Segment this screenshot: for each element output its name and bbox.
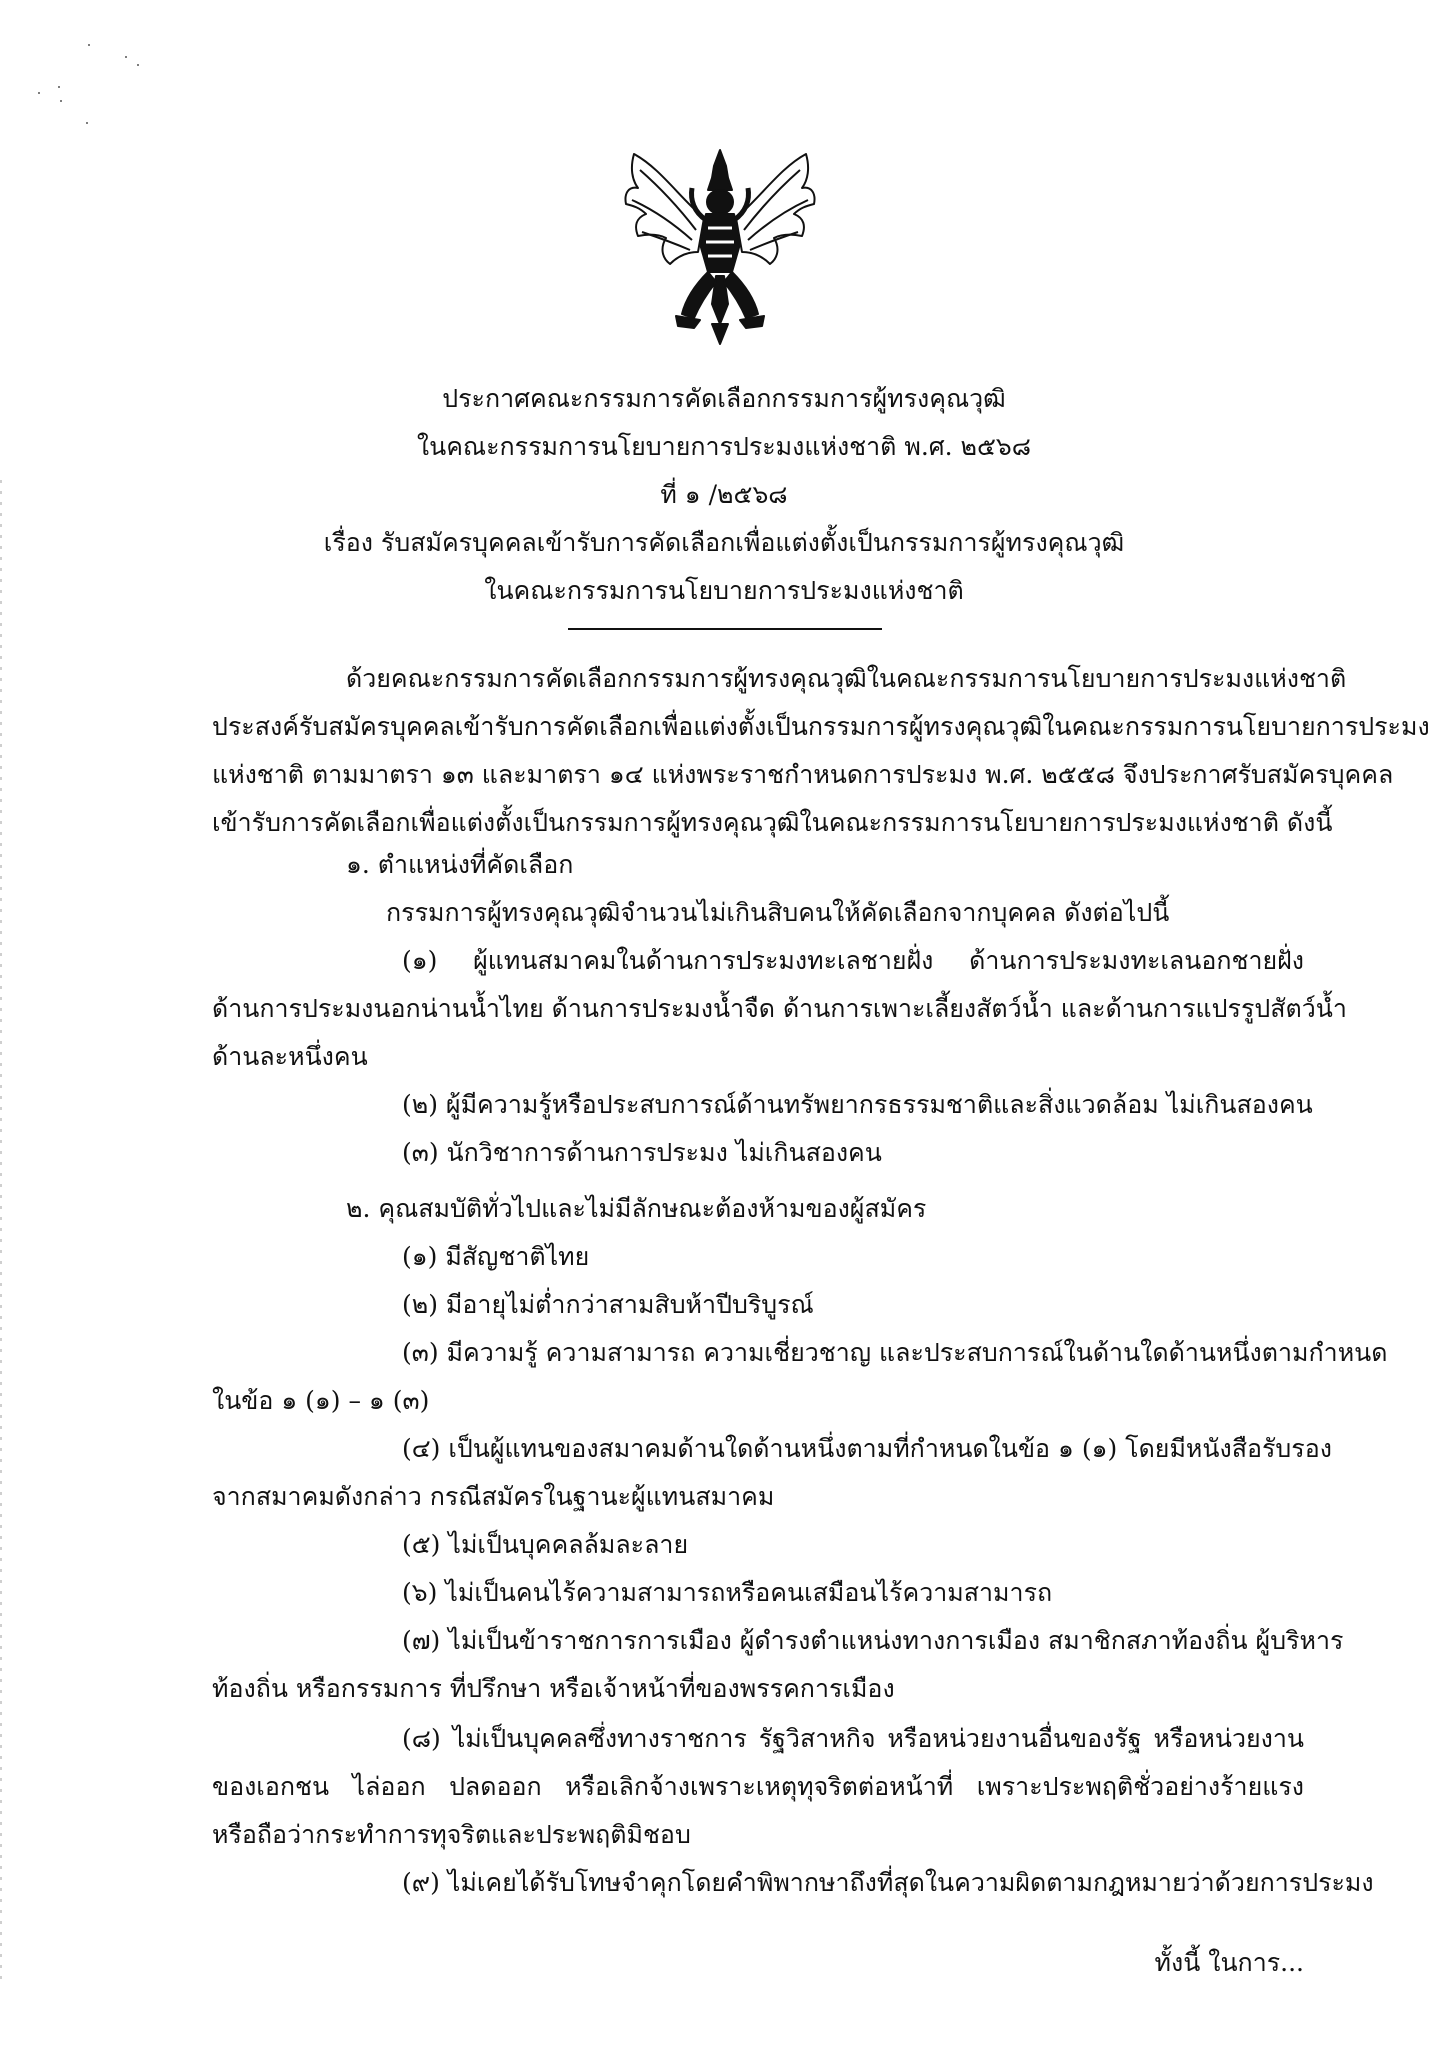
- section-2-item-1: (๑) มีสัญชาติไทย: [402, 1242, 590, 1271]
- section-2-item-8-end: หรือถือว่ากระทำการทุจริตและประพฤติมิชอบ: [212, 1820, 691, 1849]
- section-1-item-1-end: ด้านละหนึ่งคน: [212, 1042, 368, 1071]
- section-2-item-7-cont: ท้องถิ่น หรือกรรมการ ที่ปรึกษา หรือเจ้าหน้าที่ของพรรคการเมือง: [212, 1674, 895, 1703]
- section-1-item-2: (๒) ผู้มีความรู้หรือประสบการณ์ด้านทรัพยากรธรรมชาติและสิ่งแวดล้อม ไม่เกินสองคน: [402, 1090, 1313, 1119]
- announcement-subject: เรื่อง รับสมัครบุคคลเข้ารับการคัดเลือกเพื่อแต่งตั้งเป็นกรรมการผู้ทรงคุณวุฒิ: [323, 528, 1125, 557]
- announcement-subject-cont: ในคณะกรรมการนโยบายการประมงแห่งชาติ: [484, 576, 964, 605]
- announcement-title: ประกาศคณะกรรมการคัดเลือกกรรมการผู้ทรงคุณวุฒิ: [442, 384, 1006, 413]
- continuation-note: ทั้งนี้ ในการ...: [1154, 1948, 1304, 1977]
- garuda-emblem-icon: [620, 148, 820, 346]
- scan-edge: [0, 480, 2, 1980]
- section-1-item-1: (๑) ผู้แทนสมาคมในด้านการประมงทะเลชายฝั่ง ด้านการประมงทะเลนอกชายฝั่ง: [402, 946, 1304, 975]
- section-2-item-7: (๗) ไม่เป็นข้าราชการการเมือง ผู้ดำรงตำแหน่งทางการเมือง สมาชิกสภาท้องถิ่น ผู้บริหาร: [402, 1626, 1344, 1655]
- intro-line-1: ด้วยคณะกรรมการคัดเลือกกรรมการผู้ทรงคุณวุฒิในคณะกรรมการนโยบายการประมงแห่งชาติ: [346, 664, 1347, 693]
- section-2-item-4-cont: จากสมาคมดังกล่าว กรณีสมัครในฐานะผู้แทนสมาคม: [212, 1482, 775, 1511]
- section-2-item-3: (๓) มีความรู้ ความสามารถ ความเชี่ยวชาญ และประสบการณ์ในด้านใดด้านหนึ่งตามกำหนด: [402, 1338, 1388, 1367]
- section-2-item-8: (๘) ไม่เป็นบุคคลซึ่งทางราชการ รัฐวิสาหกิจ หรือหน่วยงานอื่นของรัฐ หรือหน่วยงาน: [402, 1724, 1304, 1753]
- header-divider: [568, 628, 882, 630]
- section-2-item-5: (๕) ไม่เป็นบุคคลล้มละลาย: [402, 1530, 689, 1559]
- section-2-heading: ๒. คุณสมบัติทั่วไปและไม่มีลักษณะต้องห้ามของผู้สมัคร: [346, 1194, 927, 1223]
- intro-line-2: ประสงค์รับสมัครบุคคลเข้ารับการคัดเลือกเพื่อแต่งตั้งเป็นกรรมการผู้ทรงคุณวุฒิในคณะกรรมการนโยบายการประมง: [212, 712, 1430, 741]
- section-2-item-6: (๖) ไม่เป็นคนไร้ความสามารถหรือคนเสมือนไร้ความสามารถ: [402, 1578, 1053, 1607]
- section-2-item-4: (๔) เป็นผู้แทนของสมาคมด้านใดด้านหนึ่งตามที่กำหนดในข้อ ๑ (๑) โดยมีหนังสือรับรอง: [402, 1434, 1332, 1463]
- intro-line-3: แห่งชาติ ตามมาตรา ๑๓ และมาตรา ๑๔ แห่งพระราชกำหนดการประมง พ.ศ. ๒๕๕๘ จึงประกาศรับสมัครบุคคล: [212, 760, 1394, 789]
- section-1-heading: ๑. ตำแหน่งที่คัดเลือก: [346, 850, 574, 879]
- section-2-item-9: (๙) ไม่เคยได้รับโทษจำคุกโดยคำพิพากษาถึงที่สุดในความผิดตามกฎหมายว่าด้วยการประมง: [402, 1868, 1374, 1897]
- announcement-committee: ในคณะกรรมการนโยบายการประมงแห่งชาติ พ.ศ. ๒๕๖๘: [416, 432, 1032, 461]
- intro-line-4: เข้ารับการคัดเลือกเพื่อแต่งตั้งเป็นกรรมการผู้ทรงคุณวุฒิในคณะกรรมการนโยบายการประมงแห่งชาติ ดังนี้: [212, 808, 1333, 837]
- section-2-item-3-cont: ในข้อ ๑ (๑) – ๑ (๓): [212, 1386, 430, 1415]
- announcement-number: ที่ ๑ /๒๕๖๘: [660, 480, 788, 509]
- section-2-item-8-cont: ของเอกชน ไล่ออก ปลดออก หรือเลิกจ้างเพราะเหตุทุจริตต่อหน้าที่ เพราะประพฤติชั่วอย่างร้ายแรง: [212, 1772, 1304, 1801]
- section-1-item-3: (๓) นักวิชาการด้านการประมง ไม่เกินสองคน: [402, 1138, 882, 1167]
- section-1-item-1-cont: ด้านการประมงนอกน่านน้ำไทย ด้านการประมงน้ำจืด ด้านการเพาะเลี้ยงสัตว์น้ำ และด้านการแปรรูปสัตว์น้ำ: [212, 994, 1347, 1023]
- section-1-lead: กรรมการผู้ทรงคุณวุฒิจำนวนไม่เกินสิบคนให้คัดเลือกจากบุคคล ดังต่อไปนี้: [386, 898, 1170, 927]
- section-2-item-2: (๒) มีอายุไม่ต่ำกว่าสามสิบห้าปีบริบูรณ์: [402, 1290, 814, 1319]
